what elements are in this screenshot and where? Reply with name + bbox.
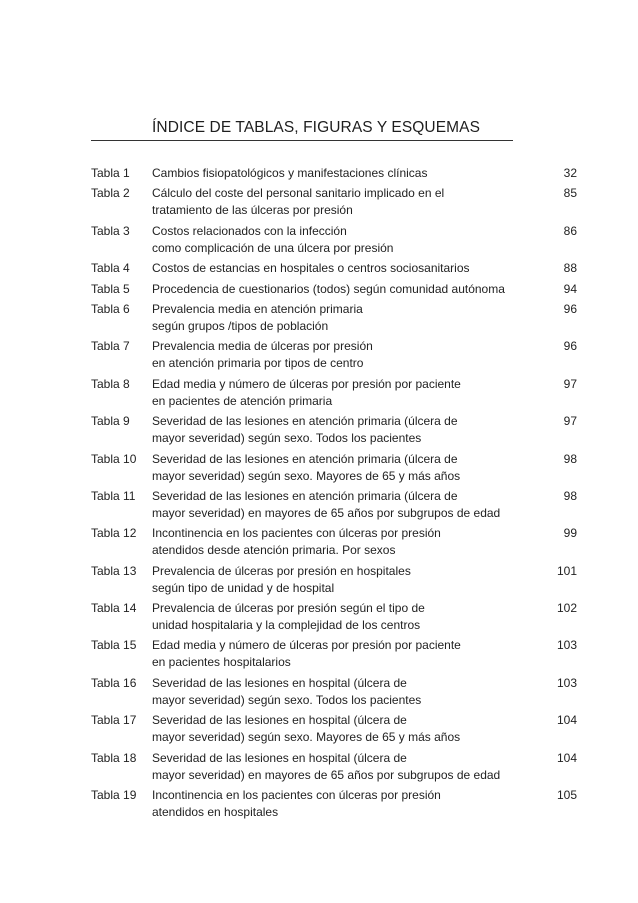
entry-description-line: Cálculo del coste del personal sanitario implicado en el	[152, 186, 445, 201]
entry-label: Tabla 7	[91, 339, 130, 354]
entry-description-line: tratamiento de las úlceras por presión	[152, 203, 353, 218]
entry-label: Tabla 12	[91, 526, 137, 541]
entry-description	[152, 712, 533, 746]
entry-label: Tabla 16	[91, 675, 137, 690]
entry-description-line: en atención primaria por tipos de centro	[152, 356, 364, 371]
entry-description	[152, 787, 533, 821]
entry-description-line: Severidad de las lesiones en atención primaria (úlcera de	[152, 451, 458, 466]
entry-label: Tabla 17	[91, 713, 137, 728]
entry-label: Tabla 6	[91, 301, 130, 316]
entry-description-line: Incontinencia en los pacientes con úlceras por presión	[152, 788, 441, 803]
entry-page-number: 104	[556, 750, 577, 765]
entry-description-line: Prevalencia media en atención primaria	[152, 301, 363, 316]
toc-entry	[91, 376, 577, 410]
entry-description-line: según tipo de unidad y de hospital	[152, 580, 335, 595]
toc-entry	[91, 185, 577, 219]
entry-description-line: Edad media y número de úlceras por presión por paciente	[152, 638, 461, 653]
entry-description	[152, 413, 533, 447]
entry-description	[152, 750, 533, 784]
entry-page-number: 102	[556, 601, 577, 616]
toc-entry	[91, 451, 577, 485]
entry-description	[152, 260, 533, 277]
toc-entry	[91, 525, 577, 559]
entry-description-line: según grupos /tipos de población	[152, 318, 329, 333]
entry-description-line: como complicación de una úlcera por presión	[152, 240, 394, 255]
entry-label: Tabla 1	[91, 166, 130, 180]
entry-description-line: unidad hospitalaria y la complejidad de los centros	[152, 618, 421, 633]
entry-description-line: Incontinencia en los pacientes con úlceras por presión	[152, 526, 441, 541]
toc-entry	[91, 600, 577, 634]
entry-description	[152, 301, 533, 335]
entry-description	[152, 451, 533, 485]
entry-label: Tabla 18	[91, 750, 137, 765]
toc-entry	[91, 413, 577, 447]
entry-description-line: mayor severidad) según sexo. Mayores de 65 y más años	[152, 730, 461, 745]
entry-description-line: Severidad de las lesiones en hospital (úlcera de	[152, 750, 407, 765]
entry-description-line: Costos de estancias en hospitales o centros sociosanitarios	[152, 261, 470, 276]
entry-page-number: 103	[556, 675, 577, 690]
heading-underline	[91, 140, 513, 141]
entry-description-line: Prevalencia media de úlceras por presión	[152, 339, 373, 354]
entry-description	[152, 637, 533, 671]
entry-description-line: Severidad de las lesiones en hospital (úlcera de	[152, 713, 407, 728]
toc-entry	[91, 165, 577, 182]
entry-page-number: 103	[556, 638, 577, 653]
entry-description-line: mayor severidad) en mayores de 65 años por subgrupos de edad	[152, 767, 501, 782]
toc-entry	[91, 563, 577, 597]
entry-description-line: Severidad de las lesiones en atención primaria (úlcera de	[152, 488, 458, 503]
entry-description-line: mayor severidad) según sexo. Todos los pacientes	[152, 431, 422, 446]
toc-entry	[91, 488, 577, 522]
toc-entry	[91, 712, 577, 746]
entry-description-line: atendidos desde atención primaria. Por sexos	[152, 543, 396, 558]
entry-description	[152, 525, 533, 559]
entry-page-number: 86	[563, 223, 577, 238]
entry-page-number: 32	[563, 166, 577, 180]
entry-description	[152, 563, 533, 597]
entry-description	[152, 600, 533, 634]
entry-description-line: mayor severidad) en mayores de 65 años por subgrupos de edad	[152, 505, 501, 520]
entry-description	[152, 338, 533, 372]
entry-page-number: 97	[563, 376, 577, 391]
entry-label: Tabla 2	[91, 186, 130, 201]
entry-description-line: Cambios fisiopatológicos y manifestaciones clínicas	[152, 166, 428, 180]
entry-description-line: Costos relacionados con la infección	[152, 223, 347, 238]
entry-page-number: 85	[563, 186, 577, 201]
entry-page-number: 104	[556, 713, 577, 728]
entry-label: Tabla 4	[91, 261, 130, 276]
entry-description-line: Prevalencia de úlceras por presión según el tipo de	[152, 601, 425, 616]
entry-description-line: en pacientes de atención primaria	[152, 393, 333, 408]
entry-description-line: en pacientes hospitalarios	[152, 655, 291, 670]
entry-page-number: 105	[556, 788, 577, 803]
toc-entry	[91, 260, 577, 277]
entry-label: Tabla 14	[91, 601, 137, 616]
entry-page-number: 94	[563, 281, 577, 296]
toc-entry	[91, 301, 577, 335]
entry-label: Tabla 11	[91, 488, 136, 503]
entry-description	[152, 223, 533, 257]
entry-description-line: mayor severidad) según sexo. Todos los pacientes	[152, 692, 422, 707]
entry-description	[152, 165, 533, 182]
toc-entry	[91, 675, 577, 709]
entry-page-number: 97	[563, 414, 577, 429]
entry-description	[152, 675, 533, 709]
entry-page-number: 101	[556, 563, 577, 578]
entry-label: Tabla 15	[91, 638, 137, 653]
toc-entry	[91, 787, 577, 821]
page-title: ÍNDICE DE TABLAS, FIGURAS Y ESQUEMAS	[152, 119, 481, 136]
entry-description	[152, 185, 533, 219]
entry-label: Tabla 9	[91, 414, 130, 429]
entry-label: Tabla 13	[91, 563, 137, 578]
table-index-list	[91, 165, 577, 824]
entry-description-line: Severidad de las lesiones en hospital (úlcera de	[152, 675, 407, 690]
entry-label: Tabla 5	[91, 281, 130, 296]
entry-page-number: 98	[563, 488, 577, 503]
entry-page-number: 96	[563, 301, 577, 316]
entry-description	[152, 488, 533, 522]
toc-entry	[91, 338, 577, 372]
entry-description-line: Edad media y número de úlceras por presión por paciente	[152, 376, 461, 391]
entry-label: Tabla 3	[91, 223, 130, 238]
entry-page-number: 99	[563, 526, 577, 541]
entry-label: Tabla 19	[91, 788, 137, 803]
entry-description-line: mayor severidad) según sexo. Mayores de 65 y más años	[152, 468, 461, 483]
entry-description-line: atendidos en hospitales	[152, 805, 279, 820]
entry-label: Tabla 10	[91, 451, 137, 466]
entry-page-number: 96	[563, 339, 577, 354]
entry-description	[152, 281, 533, 298]
toc-entry	[91, 750, 577, 784]
toc-entry	[91, 281, 577, 298]
entry-page-number: 98	[563, 451, 577, 466]
entry-label: Tabla 8	[91, 376, 130, 391]
index-heading	[91, 118, 513, 141]
entry-description-line: Procedencia de cuestionarios (todos) según comunidad autónoma	[152, 281, 505, 296]
entry-description-line: Prevalencia de úlceras por presión en hospitales	[152, 563, 411, 578]
toc-entry	[91, 637, 577, 671]
entry-description	[152, 376, 533, 410]
toc-entry	[91, 223, 577, 257]
entry-page-number: 88	[563, 261, 577, 276]
entry-description-line: Severidad de las lesiones en atención primaria (úlcera de	[152, 414, 458, 429]
